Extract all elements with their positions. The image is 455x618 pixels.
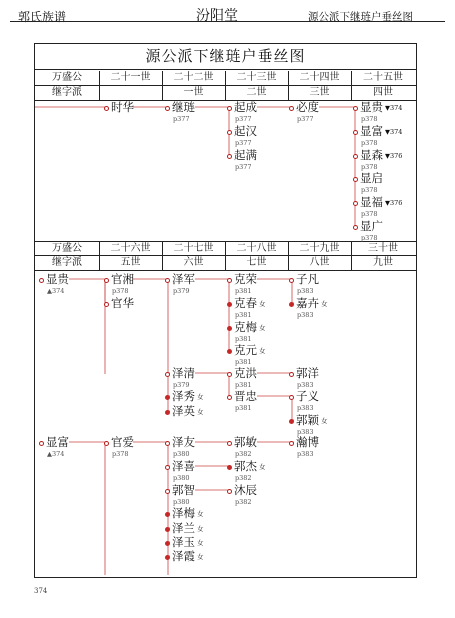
gender-tag: 女 [197, 408, 204, 416]
female-marker-icon [165, 512, 170, 517]
cross-ref: ▼374 [385, 128, 403, 136]
header-right: 源公派下继琏户垂丝图 [308, 11, 413, 23]
person-name: 克梅 [234, 320, 257, 334]
person-name: 泽霞 [172, 549, 195, 563]
person-name: 郭洋 [296, 366, 319, 380]
person-name: 克洪 [234, 366, 257, 380]
node-marker-icon [227, 130, 232, 135]
person-name: 官爱 [111, 435, 134, 449]
person-name: 瀚博 [296, 435, 319, 449]
person-name: 显贵 [46, 272, 69, 286]
page-ref: p380 [173, 498, 190, 506]
person-node[interactable] [289, 435, 319, 449]
person-name: 嘉卉 [296, 296, 319, 310]
page-ref: p378 [112, 287, 129, 295]
person-name: 显富 [46, 435, 69, 449]
person-node[interactable] [289, 100, 319, 114]
page-ref: p382 [235, 474, 252, 482]
page-ref: p378 [361, 163, 378, 171]
person-node[interactable] [165, 549, 204, 564]
person-name: 泽友 [172, 435, 195, 449]
person-name: 起汉 [234, 124, 257, 138]
sub-label: 二世 [246, 87, 267, 98]
page-ref: p377 [297, 115, 314, 123]
person-node[interactable] [289, 389, 319, 403]
gender-tag: 女 [197, 510, 204, 518]
sub-label: 七世 [246, 257, 267, 268]
page-ref: p383 [297, 381, 314, 389]
page-ref: p381 [235, 287, 252, 295]
gender-tag: 女 [197, 553, 204, 561]
person-node[interactable] [227, 100, 257, 114]
node-marker-icon [39, 441, 44, 446]
person-name: 沐辰 [234, 483, 257, 497]
person-name: 泽玉 [172, 535, 195, 549]
person-node[interactable] [165, 366, 195, 380]
page-ref: p381 [235, 311, 252, 319]
person-node[interactable] [104, 272, 134, 286]
node-marker-icon [353, 177, 358, 182]
header-center: 汾阳堂 [196, 8, 238, 24]
female-marker-icon [165, 410, 170, 415]
page-ref: p383 [297, 287, 314, 295]
person-name: 显广 [360, 219, 383, 233]
node-marker-icon [289, 441, 294, 446]
node-marker-icon [227, 441, 232, 446]
sub-label: 四世 [373, 87, 393, 98]
node-marker-icon [353, 130, 358, 135]
page-ref: p377 [173, 115, 190, 123]
node-marker-icon [165, 489, 170, 494]
node-marker-icon [227, 154, 232, 159]
node-marker-icon [165, 106, 170, 111]
page-ref: p378 [361, 186, 378, 194]
person-name: 官湘 [111, 272, 134, 286]
person-name: 泽清 [172, 366, 195, 380]
gen-label: 二十九世 [299, 243, 340, 254]
gen-label: 二十一世 [110, 72, 151, 83]
node-marker-icon [289, 372, 294, 377]
gen-label: 二十四世 [299, 72, 340, 83]
node-marker-icon [353, 225, 358, 230]
female-marker-icon [289, 419, 294, 424]
person-name: 泽梅 [172, 506, 195, 520]
node-marker-icon [227, 395, 232, 400]
node-marker-icon [165, 278, 170, 283]
female-marker-icon [227, 302, 232, 307]
person-name: 郭颖 [296, 413, 319, 427]
page-ref: p382 [235, 450, 252, 458]
gender-tag: 女 [259, 347, 266, 355]
gender-tag: 女 [259, 324, 266, 332]
person-name: 继琏 [172, 100, 195, 114]
person-node[interactable] [227, 296, 266, 311]
female-marker-icon [165, 395, 170, 400]
person-name: 泽兰 [172, 521, 195, 535]
page-ref: p380 [173, 474, 190, 482]
gender-tag: 女 [259, 463, 266, 471]
gender-tag: 女 [197, 539, 204, 547]
person-name: 郭智 [172, 483, 195, 497]
node-marker-icon [104, 441, 109, 446]
page-ref: p383 [297, 428, 314, 436]
page-ref: p382 [235, 498, 252, 506]
gender-tag: 女 [197, 525, 204, 533]
person-node[interactable] [227, 459, 266, 474]
female-marker-icon [227, 465, 232, 470]
person-node[interactable] [165, 535, 204, 550]
page-number: 374 [34, 587, 48, 595]
page-ref: p381 [235, 404, 252, 412]
person-node[interactable] [227, 389, 257, 403]
person-name: 克春 [234, 296, 257, 310]
person-name: 显福 [360, 195, 383, 209]
gen-label: 万盛公 [52, 72, 82, 83]
page-ref: p381 [235, 381, 252, 389]
person-node[interactable] [104, 100, 134, 114]
person-node[interactable] [39, 272, 69, 286]
person-node[interactable] [165, 272, 195, 286]
person-node[interactable] [39, 435, 69, 449]
gen-label: 二十五世 [363, 72, 403, 83]
person-node[interactable] [165, 483, 195, 497]
node-marker-icon [353, 106, 358, 111]
node-marker-icon [289, 395, 294, 400]
node-marker-icon [227, 489, 232, 494]
cross-ref: ▼374 [385, 104, 403, 112]
female-marker-icon [227, 349, 232, 354]
page-ref: p381 [235, 335, 252, 343]
person-node[interactable] [289, 272, 319, 286]
person-node[interactable] [289, 413, 328, 428]
gen-label: 二十三世 [236, 72, 277, 83]
person-node[interactable] [227, 366, 257, 380]
person-node[interactable] [289, 366, 319, 380]
person-name: 子义 [296, 389, 319, 403]
person-node[interactable] [227, 320, 266, 335]
person-node[interactable] [227, 272, 257, 286]
cross-ref: ▼376 [385, 199, 403, 207]
sub-label: 五世 [120, 257, 141, 268]
page-ref: p383 [297, 450, 314, 458]
node-marker-icon [165, 441, 170, 446]
page-ref: p378 [361, 234, 378, 242]
node-marker-icon [104, 278, 109, 283]
gen-label: 万盛公 [52, 243, 82, 254]
page-ref: p379 [173, 287, 190, 295]
person-node[interactable] [353, 219, 383, 233]
cross-ref: ▼376 [385, 152, 403, 160]
female-marker-icon [165, 541, 170, 546]
person-node[interactable] [165, 404, 204, 419]
person-node[interactable] [227, 148, 257, 162]
gen-label: 二十七世 [173, 243, 214, 254]
sub-label: 继字派 [52, 87, 82, 98]
person-name: 克元 [234, 343, 257, 357]
person-name: 晋忠 [234, 389, 257, 403]
person-name: 显富 [360, 124, 383, 138]
gen-label: 二十二世 [173, 72, 214, 83]
person-node[interactable] [227, 343, 266, 358]
person-node[interactable] [227, 124, 257, 138]
female-marker-icon [227, 326, 232, 331]
person-name: 起满 [234, 148, 257, 162]
person-node[interactable] [289, 296, 328, 311]
page-ref: p377 [235, 139, 252, 147]
node-marker-icon [227, 106, 232, 111]
node-marker-icon [353, 154, 358, 159]
person-name: 显启 [360, 171, 383, 185]
person-node[interactable] [104, 296, 134, 310]
node-marker-icon [104, 302, 109, 307]
person-name: 泽秀 [172, 389, 195, 403]
gender-tag: 女 [321, 417, 328, 425]
person-node[interactable] [165, 459, 195, 473]
sub-label: 八世 [309, 257, 330, 268]
node-marker-icon [165, 372, 170, 377]
person-name: 起成 [234, 100, 257, 114]
page-ref: p379 [173, 381, 190, 389]
page-ref: ▲374 [47, 450, 65, 458]
person-name: 泽喜 [172, 459, 195, 473]
person-name: 显贵 [360, 100, 383, 114]
header-rule [10, 21, 445, 22]
person-name: 官华 [111, 296, 134, 310]
person-name: 必度 [296, 100, 319, 114]
node-marker-icon [227, 372, 232, 377]
page-header [0, 0, 455, 30]
page-ref: p378 [361, 210, 378, 218]
female-marker-icon [289, 302, 294, 307]
node-marker-icon [353, 201, 358, 206]
gender-tag: 女 [321, 300, 328, 308]
sub-label: 继字派 [52, 257, 82, 268]
chart-title: 源公派下继琏户垂丝图 [35, 44, 416, 70]
person-name: 泽英 [172, 404, 195, 418]
gender-tag: 女 [259, 300, 266, 308]
female-marker-icon [165, 555, 170, 560]
gen-label: 三十世 [368, 243, 398, 254]
person-name: 郭敏 [234, 435, 257, 449]
header-left: 郭氏族谱 [18, 10, 67, 24]
page-ref: p378 [361, 139, 378, 147]
person-node[interactable] [165, 389, 204, 404]
node-marker-icon [289, 106, 294, 111]
person-node[interactable] [353, 148, 402, 163]
page-ref: p377 [235, 163, 252, 171]
person-name: 子凡 [296, 272, 319, 286]
person-node[interactable] [165, 521, 204, 536]
page-ref: p378 [361, 115, 378, 123]
sub-label: 三世 [309, 87, 330, 98]
page-ref: p378 [112, 450, 129, 458]
person-node[interactable] [165, 100, 195, 114]
node-marker-icon [227, 278, 232, 283]
person-node[interactable] [227, 483, 257, 497]
page-ref: p377 [235, 115, 252, 123]
person-node[interactable] [353, 195, 402, 210]
person-node[interactable] [104, 435, 134, 449]
person-name: 郭杰 [234, 459, 257, 473]
page-ref: p383 [297, 311, 314, 319]
node-marker-icon [165, 465, 170, 470]
person-node[interactable] [353, 124, 402, 139]
person-node[interactable] [165, 506, 204, 521]
gen-label: 二十八世 [236, 243, 277, 254]
gen-label: 二十六世 [110, 243, 151, 254]
person-name: 泽军 [172, 272, 195, 286]
person-node[interactable] [165, 435, 195, 449]
sub-label: 六世 [183, 257, 204, 268]
chart-frame [34, 43, 417, 578]
node-marker-icon [289, 278, 294, 283]
node-marker-icon [104, 106, 109, 111]
person-node[interactable] [353, 100, 402, 115]
page-ref: p380 [173, 450, 190, 458]
page-ref: ▲374 [47, 287, 65, 295]
person-name: 克荣 [234, 272, 257, 286]
person-name: 时华 [111, 100, 134, 114]
person-node[interactable] [227, 435, 257, 449]
page-ref: p383 [297, 404, 314, 412]
person-name: 显森 [360, 148, 383, 162]
female-marker-icon [165, 527, 170, 532]
sub-label: 一世 [183, 87, 204, 98]
person-node[interactable] [353, 171, 383, 185]
sub-label: 九世 [373, 257, 393, 268]
page-ref: p381 [235, 358, 252, 366]
gender-tag: 女 [197, 393, 204, 401]
node-marker-icon [39, 278, 44, 283]
